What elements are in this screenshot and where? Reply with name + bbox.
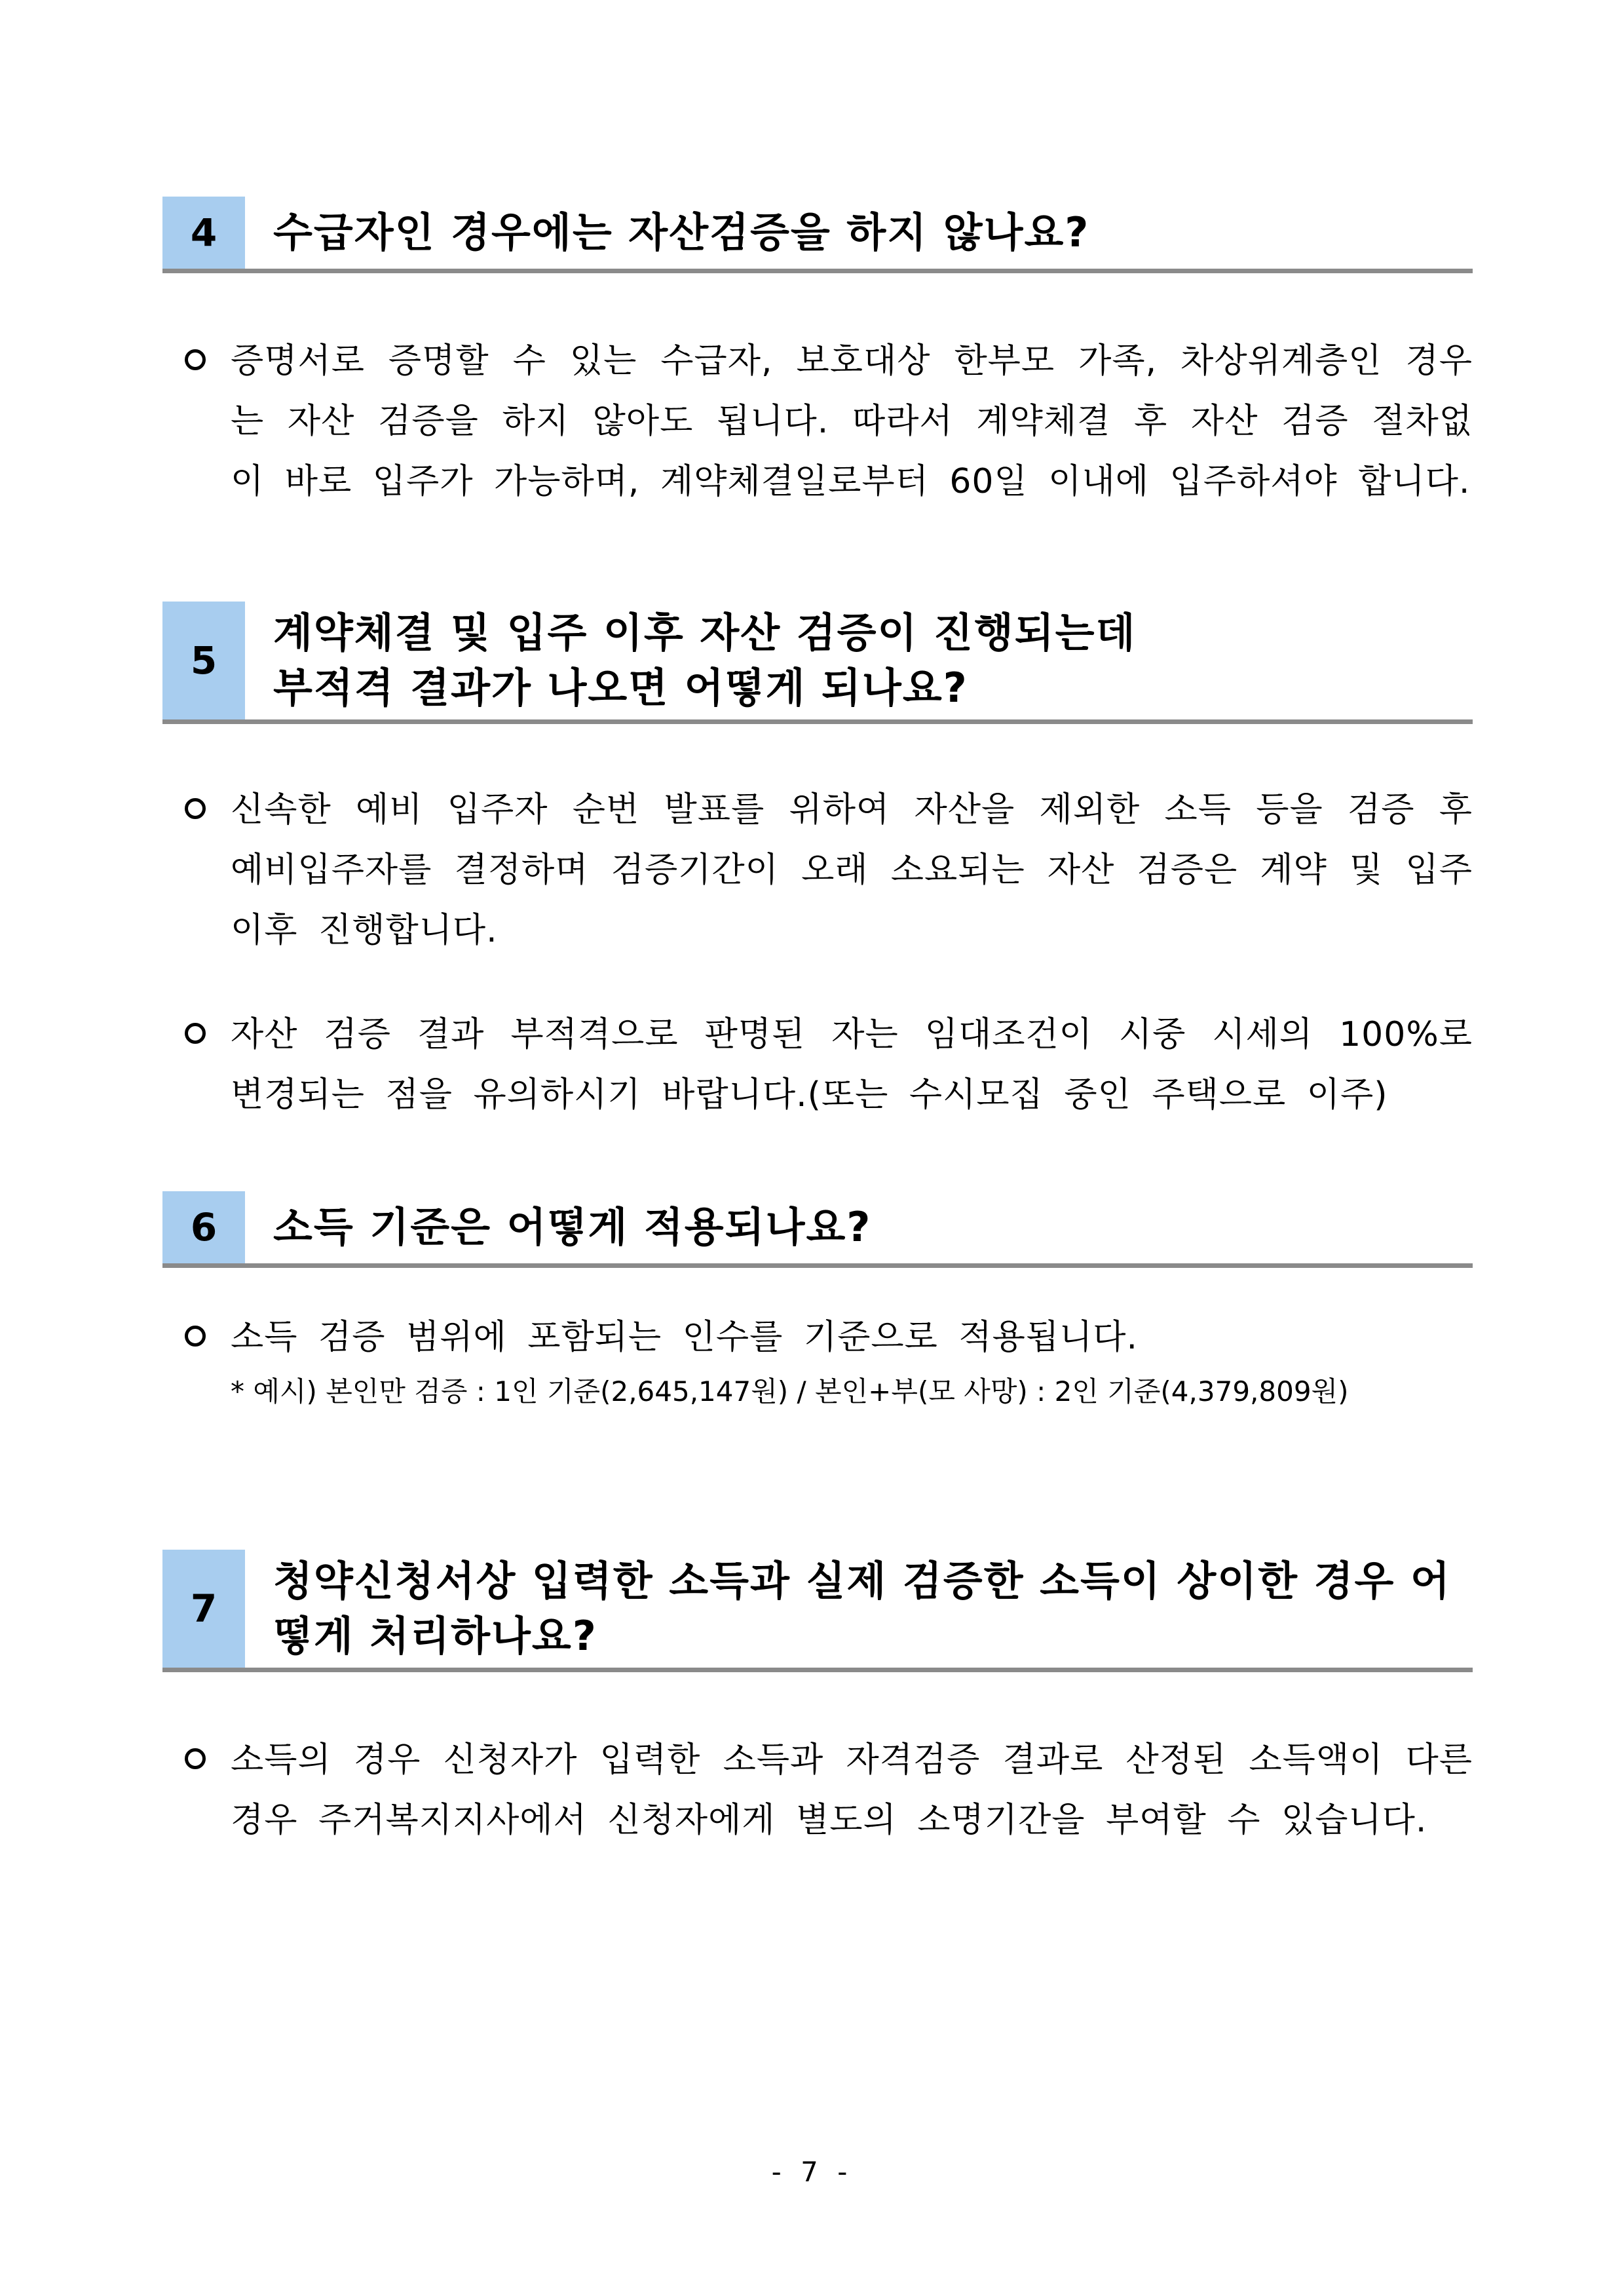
circle-bullet-icon xyxy=(185,798,206,819)
answer-bullet xyxy=(162,1307,1473,1368)
answer-text: 신속한 예비 입주자 순번 발표를 위하여 자산을 제외한 소득 등을 검증 후 예비입주자를 결정하며 검증기간이 오래 소요되는 자산 검증은 계약 및 입주 이후 진행합니다. xyxy=(231,790,1473,950)
question-section-4 xyxy=(162,197,1473,501)
question-header xyxy=(162,197,1473,273)
question-number: 6 xyxy=(162,1191,247,1263)
question-title: 수급자인 경우에는 자산검증을 하지 않나요? xyxy=(273,208,1090,256)
answer-text: 자산 검증 결과 부적격으로 판명된 자는 임대조건이 시중 시세의 100%로 변경되는 점을 유의하시기 바랍니다.(또는 수시모집 중인 주택으로 이주) xyxy=(231,1015,1473,1115)
question-title: 소득 기준은 어떻게 적용되나요? xyxy=(273,1203,872,1251)
question-header xyxy=(162,1550,1473,1672)
example-note: * 예시) 본인만 검증 : 1인 기준(2,645,147원) / 본인+부(모 사망) : 2인 기준(4,379,809원) xyxy=(231,1375,1349,1407)
circle-bullet-icon xyxy=(185,349,206,370)
circle-bullet-icon xyxy=(185,1023,206,1044)
question-number: 7 xyxy=(162,1550,247,1668)
question-section-7 xyxy=(162,1550,1473,1840)
question-title: 계약체결 및 입주 이후 자산 검증이 진행되는데 부적격 결과가 나오면 어떻게 되나요? xyxy=(273,609,1137,712)
answer-text: 소득 검증 범위에 포함되는 인수를 기준으로 적용됩니다. xyxy=(231,1318,1139,1357)
circle-bullet-icon xyxy=(185,1326,206,1347)
question-header xyxy=(162,1191,1473,1268)
answer-bullet xyxy=(162,1730,1473,1850)
question-section-5 xyxy=(162,602,1473,1115)
question-section-6 xyxy=(162,1191,1473,1407)
answer-bullet xyxy=(162,1004,1473,1125)
page-number: - 7 - xyxy=(771,2156,853,2188)
answer-bullet xyxy=(162,780,1473,961)
question-header xyxy=(162,602,1473,724)
answer-text: 증명서로 증명할 수 있는 수급자, 보호대상 한부모 가족, 차상위계층인 경우는 자산 검증을 하지 않아도 됩니다. 따라서 계약체결 후 자산 검증 절차없이 바로 입주가 가능하며, 계약체결일로부터 60일 이내에 입주하셔야 합니다. xyxy=(231,341,1473,501)
answer-text: 소득의 경우 신청자가 입력한 소득과 자격검증 결과로 산정된 소득액이 다른 경우 주거복지지사에서 신청자에게 별도의 소명기간을 부여할 수 있습니다. xyxy=(231,1740,1473,1840)
question-number: 5 xyxy=(162,602,247,719)
question-number: 4 xyxy=(162,197,247,269)
circle-bullet-icon xyxy=(185,1748,206,1769)
answer-bullet xyxy=(162,331,1473,512)
question-title: 청약신청서상 입력한 소득과 실제 검증한 소득이 상이한 경우 어 떻게 처리하나요? xyxy=(273,1557,1451,1660)
